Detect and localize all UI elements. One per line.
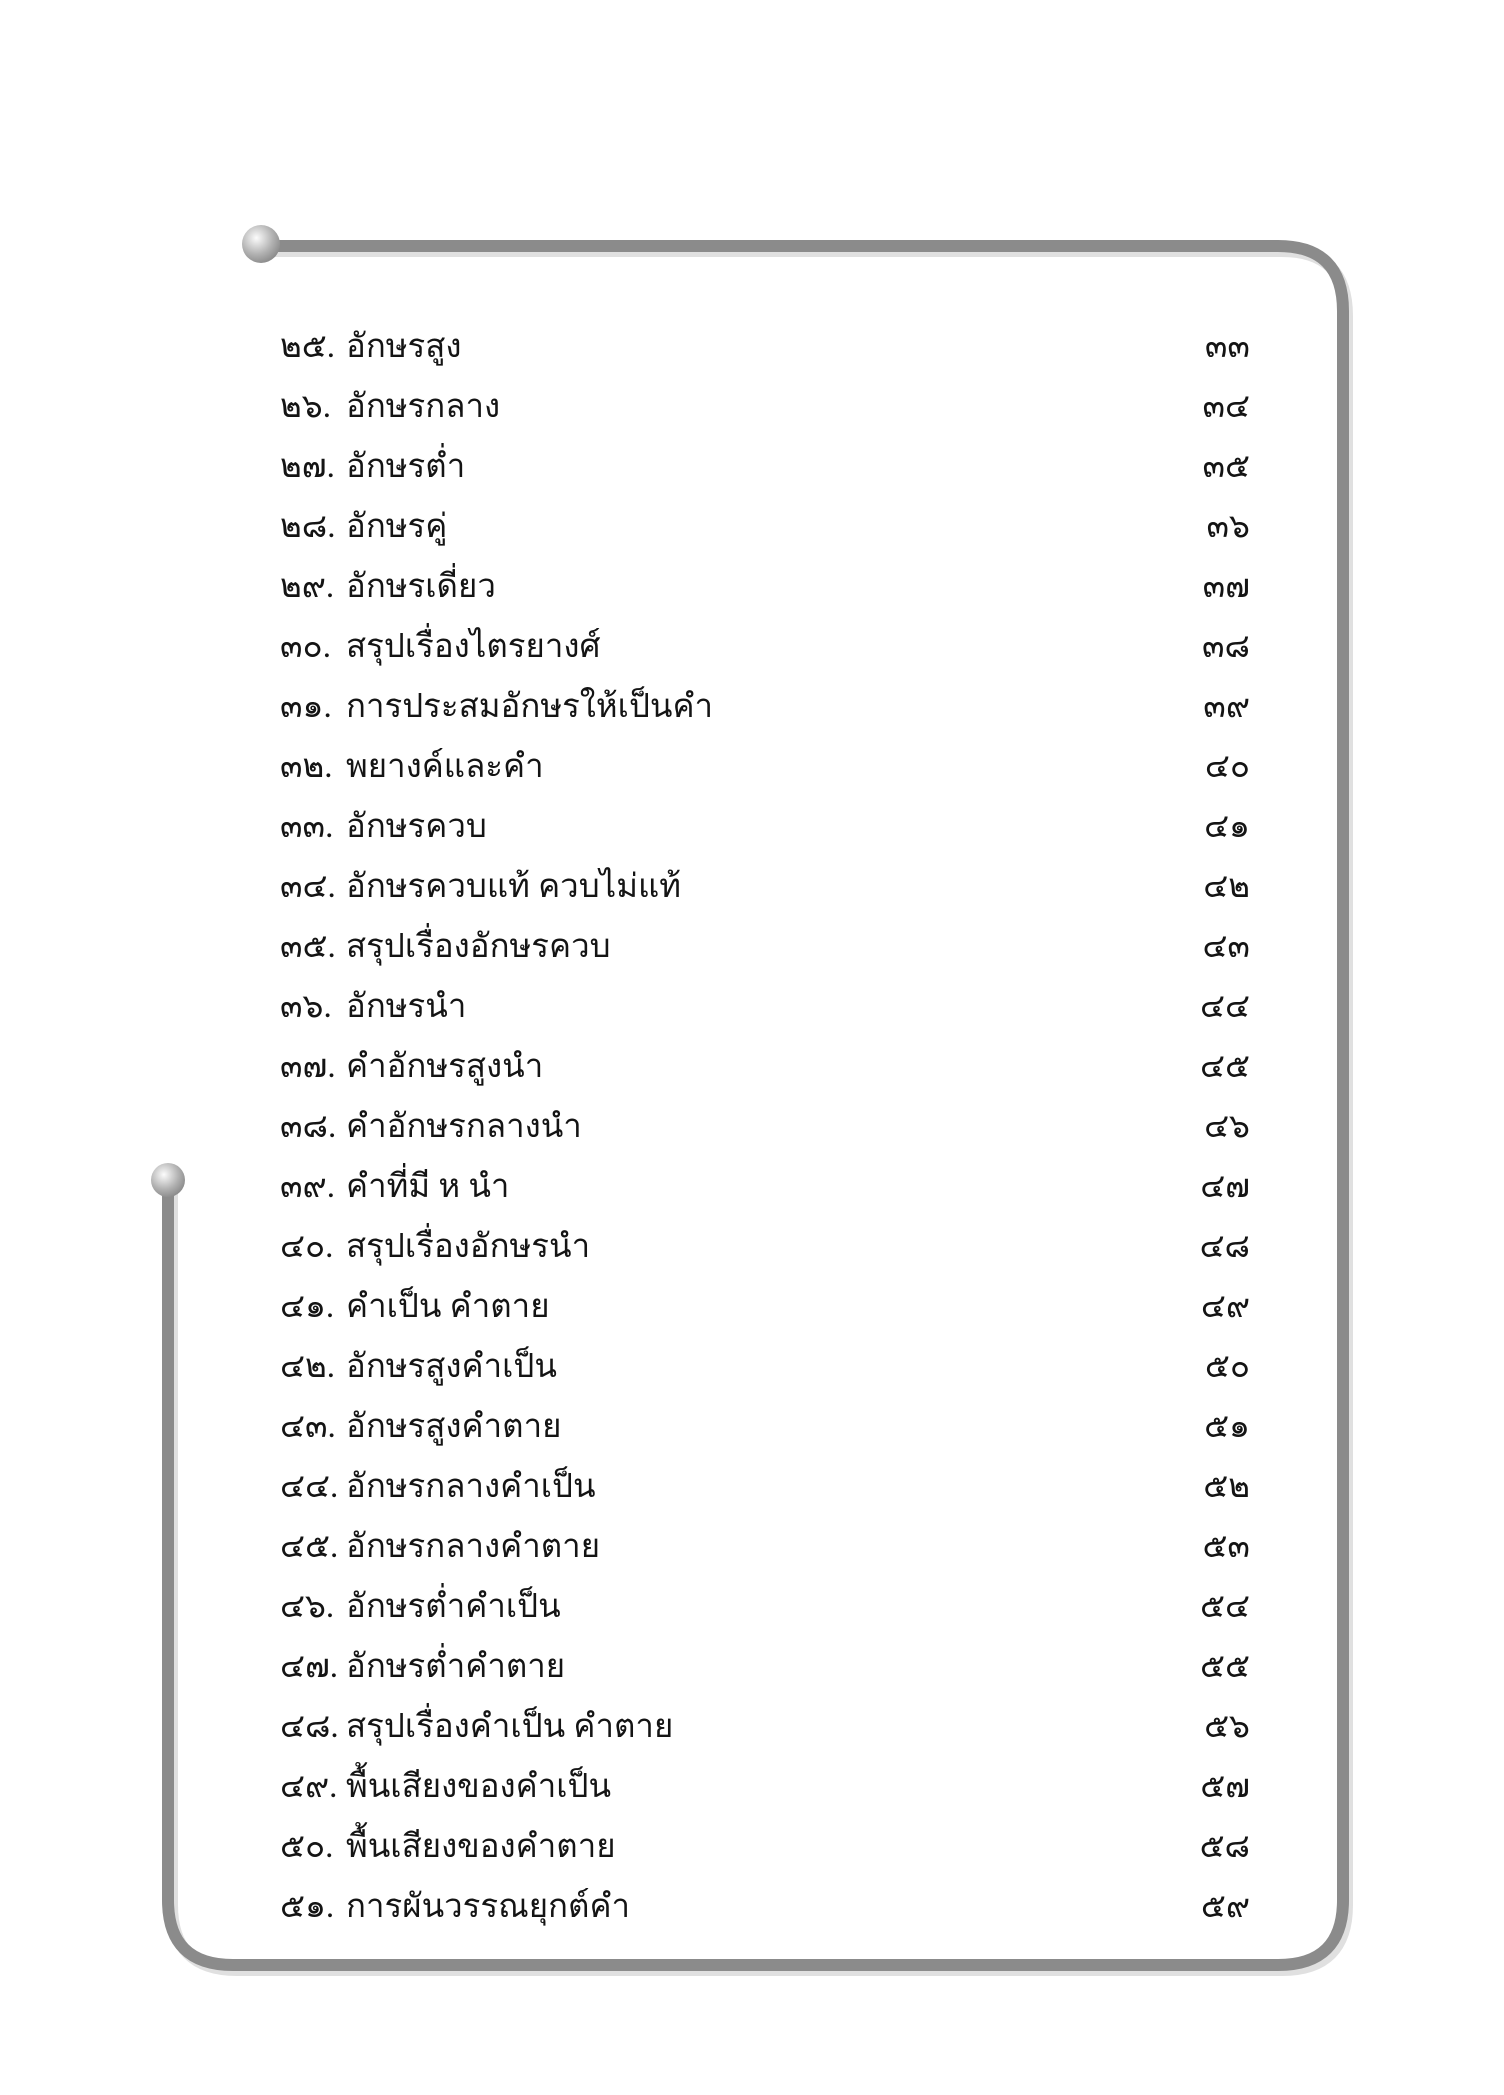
toc-row (280, 675, 1250, 735)
toc-item-page: ๕๗ (1200, 1768, 1250, 1805)
toc-item-number: ๔๓. (280, 1408, 336, 1445)
toc-item-number: ๓๓. (280, 808, 334, 845)
toc-item-number: ๓๗. (280, 1048, 336, 1085)
toc-item-title: สรุปเรื่องอักษรนำ (346, 1228, 591, 1265)
toc-row (280, 1515, 1250, 1575)
toc-row (280, 1215, 1250, 1275)
toc-item-page: ๓๔ (1202, 388, 1250, 425)
toc-item-page: ๔๔ (1200, 988, 1250, 1025)
toc-list (280, 315, 1250, 1935)
toc-row (280, 1335, 1250, 1395)
toc-item-title: สรุปเรื่องคำเป็น คำตาย (346, 1708, 674, 1745)
toc-item-title: คำเป็น คำตาย (346, 1288, 550, 1325)
toc-item-page: ๔๗ (1200, 1168, 1250, 1205)
toc-item-title: การผันวรรณยุกต์คำ (346, 1888, 631, 1925)
toc-item-number: ๒๘. (280, 508, 336, 545)
toc-row (280, 915, 1250, 975)
toc-row (280, 1875, 1250, 1935)
toc-item-title: อักษรต่ำ (346, 448, 466, 485)
toc-item-number: ๔๔. (280, 1468, 339, 1505)
toc-item-number: ๓๖. (280, 988, 332, 1025)
toc-item-title: การประสมอักษรให้เป็นคำ (346, 688, 714, 725)
toc-row (280, 795, 1250, 855)
toc-item-title: อักษรต่ำคำตาย (346, 1648, 566, 1685)
toc-item-page: ๔๒ (1203, 868, 1250, 905)
toc-item-number: ๓๒. (280, 748, 333, 785)
toc-item-title: พยางค์และคำ (346, 748, 544, 785)
toc-item-number: ๒๕. (280, 328, 335, 365)
toc-item-title: อักษรนำ (346, 988, 467, 1025)
toc-item-page: ๕๖ (1204, 1708, 1250, 1745)
toc-row (280, 1455, 1250, 1515)
toc-item-page: ๕๕ (1200, 1648, 1250, 1685)
toc-item-number: ๔๒. (280, 1348, 335, 1385)
toc-item-title: อักษรสูงคำเป็น (346, 1348, 557, 1385)
toc-item-page: ๔๘ (1199, 1228, 1250, 1265)
toc-item-number: ๓๔. (280, 868, 336, 905)
toc-item-number: ๔๕. (280, 1528, 339, 1565)
toc-item-page: ๕๔ (1200, 1588, 1250, 1625)
toc-item-number: ๒๗. (280, 448, 335, 485)
toc-item-number: ๔๘. (280, 1708, 339, 1745)
toc-item-title: อักษรควบ (346, 808, 487, 845)
toc-item-title: สรุปเรื่องอักษรควบ (346, 928, 611, 965)
toc-item-title: อักษรต่ำคำเป็น (346, 1588, 561, 1625)
toc-row (280, 1575, 1250, 1635)
toc-item-page: ๔๐ (1204, 748, 1250, 785)
frame-ball-top-icon (242, 225, 280, 263)
toc-item-page: ๔๖ (1204, 1108, 1250, 1145)
toc-item-title: คำที่มี ห นำ (346, 1168, 510, 1205)
toc-item-number: ๒๖. (280, 388, 331, 425)
toc-item-title: อักษรกลางคำเป็น (346, 1468, 596, 1505)
toc-item-page: ๔๙ (1200, 1288, 1250, 1325)
toc-row (280, 1635, 1250, 1695)
toc-item-page: ๓๘ (1201, 628, 1250, 665)
toc-row (280, 1275, 1250, 1335)
toc-row (280, 615, 1250, 675)
toc-item-page: ๓๗ (1202, 568, 1250, 605)
toc-item-title: พื้นเสียงของคำตาย (346, 1828, 616, 1865)
frame-ball-left-icon (151, 1163, 185, 1197)
toc-item-title: คำอักษรกลางนำ (346, 1108, 582, 1145)
toc-item-title: อักษรเดี่ยว (346, 568, 496, 605)
toc-item-page: ๓๓ (1204, 328, 1250, 365)
toc-item-number: ๓๐. (280, 628, 331, 665)
toc-row (280, 1815, 1250, 1875)
toc-row (280, 1755, 1250, 1815)
toc-item-number: ๓๑. (280, 688, 332, 725)
toc-item-page: ๕๙ (1200, 1888, 1250, 1925)
toc-item-page: ๕๒ (1203, 1468, 1250, 1505)
toc-row (280, 975, 1250, 1035)
toc-item-page: ๕๓ (1202, 1528, 1250, 1565)
toc-item-title: สรุปเรื่องไตรยางศ์ (346, 628, 601, 665)
toc-item-number: ๔๗. (280, 1648, 339, 1685)
toc-item-page: ๕๑ (1204, 1408, 1250, 1445)
toc-item-title: อักษรกลางคำตาย (346, 1528, 601, 1565)
toc-item-page: ๓๙ (1203, 688, 1250, 725)
toc-row (280, 435, 1250, 495)
toc-item-title: อักษรสูง (346, 328, 462, 365)
toc-item-page: ๔๓ (1202, 928, 1250, 965)
toc-item-title: พื้นเสียงของคำเป็น (346, 1768, 612, 1805)
toc-item-title: อักษรกลาง (346, 388, 501, 425)
toc-row (280, 555, 1250, 615)
toc-row (280, 315, 1250, 375)
toc-item-title: อักษรสูงคำตาย (346, 1408, 562, 1445)
toc-row (280, 1035, 1250, 1095)
toc-item-page: ๔๑ (1204, 808, 1250, 845)
toc-row (280, 1695, 1250, 1755)
toc-item-number: ๔๖. (280, 1588, 335, 1625)
toc-item-number: ๒๙. (280, 568, 335, 605)
toc-item-page: ๓๖ (1206, 508, 1250, 545)
toc-item-title: อักษรคู่ (346, 508, 448, 545)
toc-row (280, 735, 1250, 795)
toc-item-page: ๔๕ (1200, 1048, 1250, 1085)
toc-item-page: ๕๐ (1204, 1348, 1250, 1385)
toc-item-number: ๓๘. (280, 1108, 337, 1145)
toc-item-title: คำอักษรสูงนำ (346, 1048, 544, 1085)
toc-item-number: ๔๙. (280, 1768, 338, 1805)
toc-item-page: ๓๕ (1202, 448, 1250, 485)
toc-item-number: ๕๑. (280, 1888, 335, 1925)
toc-row (280, 1395, 1250, 1455)
toc-row (280, 1095, 1250, 1155)
toc-row (280, 375, 1250, 435)
toc-item-number: ๔๑. (280, 1288, 335, 1325)
toc-item-page: ๕๘ (1199, 1828, 1250, 1865)
toc-row (280, 855, 1250, 915)
toc-item-number: ๔๐. (280, 1228, 334, 1265)
toc-item-number: ๓๕. (280, 928, 336, 965)
toc-item-number: ๕๐. (280, 1828, 334, 1865)
toc-item-title: อักษรควบแท้ ควบไม่แท้ (346, 868, 682, 905)
toc-item-number: ๓๙. (280, 1168, 335, 1205)
toc-row (280, 495, 1250, 555)
toc-row (280, 1155, 1250, 1215)
